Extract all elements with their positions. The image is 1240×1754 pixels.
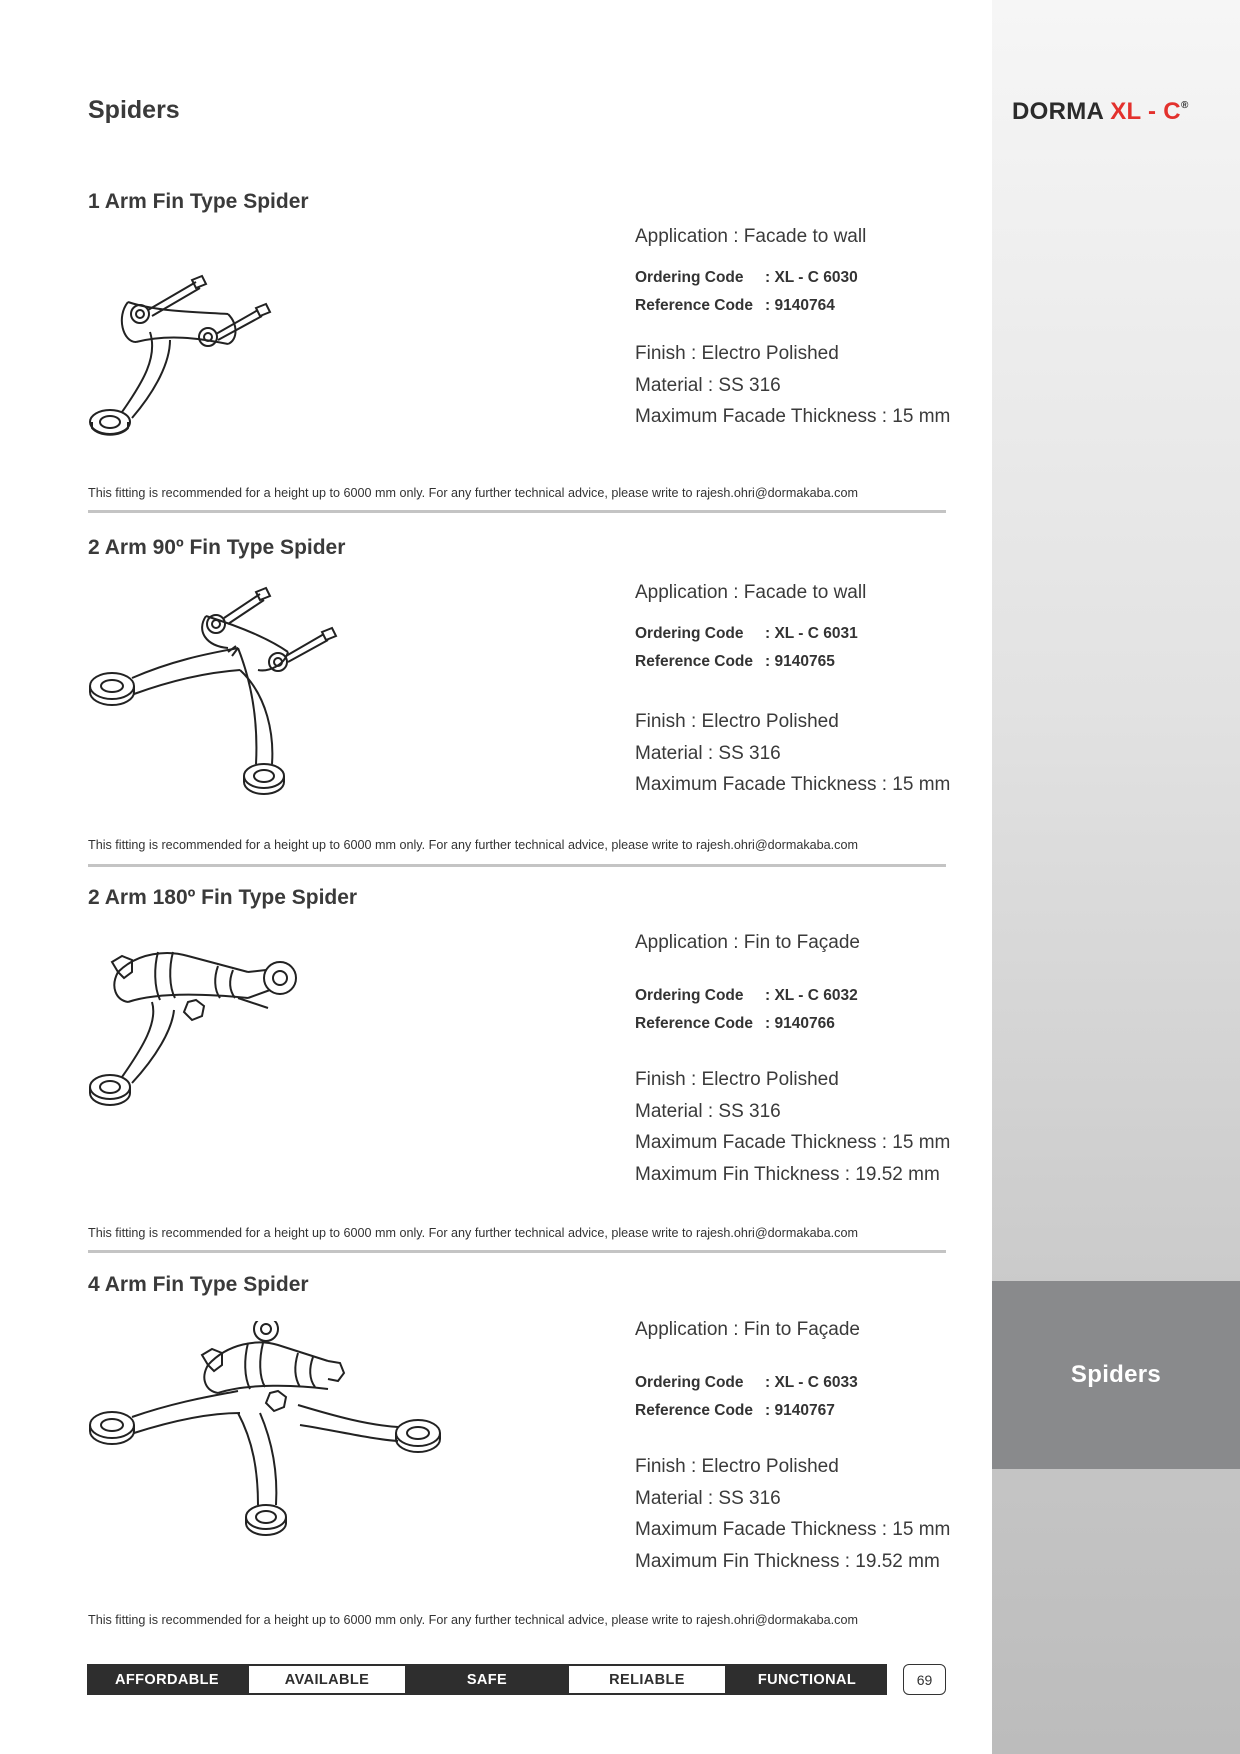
- brand-logo: [1012, 98, 1189, 126]
- product-spec: [635, 1319, 955, 1577]
- spider-4-arm-illustration: [88, 1321, 448, 1541]
- product-section-3: [88, 886, 951, 1256]
- spec-fin-thickness: Maximum Fin Thickness : 19.52 mm: [635, 1163, 940, 1185]
- product-spec: [635, 226, 955, 433]
- brand-accent: XL - C: [1110, 98, 1181, 125]
- ordering-code-value: : XL - C 6031: [765, 625, 858, 642]
- application-text: Application : Facade to wall: [635, 226, 867, 247]
- section-divider: [88, 510, 946, 513]
- reference-code-label: Reference Code: [635, 297, 754, 314]
- reference-code-value: : 9140767: [765, 1402, 835, 1419]
- spec-fin-thickness: Maximum Fin Thickness : 19.52 mm: [635, 1550, 940, 1572]
- spec-material: Material : SS 316: [635, 742, 781, 764]
- spider-2-arm-180-illustration: [88, 932, 308, 1112]
- application-text: Application : Facade to wall: [635, 582, 867, 603]
- product-section-1: [88, 190, 951, 515]
- product-title: 2 Arm 90º Fin Type Spider: [88, 536, 346, 559]
- footer-value-safe: SAFE: [407, 1664, 567, 1695]
- spec-finish: Finish : Electro Polished: [635, 711, 839, 732]
- codes-block: [635, 982, 955, 1038]
- footer-value-reliable: RELIABLE: [567, 1664, 727, 1695]
- spec-material: Material : SS 316: [635, 374, 781, 396]
- reference-code-label: Reference Code: [635, 653, 754, 670]
- ordering-code-label: Ordering Code: [635, 1374, 744, 1391]
- section-tab-spiders[interactable]: [992, 1281, 1240, 1469]
- page-number: 69: [903, 1664, 946, 1695]
- product-section-2: [88, 536, 951, 871]
- product-spec: [635, 932, 955, 1190]
- page-title: Spiders: [88, 96, 180, 124]
- spec-finish: Finish : Electro Polished: [635, 343, 839, 364]
- spec-facade-thickness: Maximum Facade Thickness : 15 mm: [635, 1132, 951, 1153]
- section-tab-label: Spiders: [1070, 1361, 1162, 1388]
- brand-registered: ®: [1180, 100, 1189, 111]
- codes-block: [635, 620, 955, 676]
- spec-finish: Finish : Electro Polished: [635, 1069, 839, 1090]
- codes-block: [635, 1369, 955, 1425]
- spec-facade-thickness: Maximum Facade Thickness : 15 mm: [635, 1519, 951, 1540]
- ordering-code-label: Ordering Code: [635, 269, 744, 286]
- product-title: 1 Arm Fin Type Spider: [88, 190, 309, 213]
- spec-list: [635, 338, 955, 433]
- spec-facade-thickness: Maximum Facade Thickness : 15 mm: [635, 774, 951, 795]
- reference-code-label: Reference Code: [635, 1015, 754, 1032]
- spec-list: [635, 1451, 955, 1577]
- height-note: This fitting is recommended for a height up to 6000 mm only. For any further technical advice, please write to rajesh.ohri@dormakaba.com: [88, 838, 858, 852]
- spec-material: Material : SS 316: [635, 1487, 781, 1509]
- ordering-code-value: : XL - C 6030: [765, 269, 858, 286]
- reference-code-value: : 9140766: [765, 1015, 835, 1032]
- ordering-code-label: Ordering Code: [635, 987, 744, 1004]
- height-note: This fitting is recommended for a height up to 6000 mm only. For any further technical advice, please write to rajesh.ohri@dormakaba.com: [88, 486, 858, 500]
- values-footer-bar: [87, 1664, 887, 1695]
- reference-code-label: Reference Code: [635, 1402, 754, 1419]
- codes-block: [635, 264, 955, 320]
- spec-material: Material : SS 316: [635, 1100, 781, 1122]
- height-note: This fitting is recommended for a height up to 6000 mm only. For any further technical advice, please write to rajesh.ohri@dormakaba.com: [88, 1226, 858, 1240]
- spec-list: [635, 1064, 955, 1190]
- spec-list: [635, 706, 955, 801]
- right-sidebar: [992, 0, 1240, 1754]
- ordering-code-value: : XL - C 6032: [765, 987, 858, 1004]
- product-title: 4 Arm Fin Type Spider: [88, 1273, 309, 1296]
- ordering-code-label: Ordering Code: [635, 625, 744, 642]
- footer-value-available: AVAILABLE: [247, 1664, 407, 1695]
- product-title: 2 Arm 180º Fin Type Spider: [88, 886, 358, 909]
- brand-main: DORMA: [1012, 98, 1104, 125]
- spider-1-arm-illustration: [88, 272, 288, 447]
- reference-code-value: : 9140765: [765, 653, 835, 670]
- application-text: Application : Fin to Façade: [635, 932, 860, 953]
- height-note: This fitting is recommended for a height up to 6000 mm only. For any further technical advice, please write to rajesh.ohri@dormakaba.com: [88, 1613, 858, 1627]
- section-divider: [88, 1250, 946, 1253]
- ordering-code-value: : XL - C 6033: [765, 1374, 858, 1391]
- application-text: Application : Fin to Façade: [635, 1319, 860, 1340]
- product-section-4: [88, 1273, 951, 1633]
- footer-value-affordable: AFFORDABLE: [87, 1664, 247, 1695]
- reference-code-value: : 9140764: [765, 297, 835, 314]
- spider-2-arm-90-illustration: [88, 586, 348, 801]
- product-spec: [635, 582, 955, 801]
- section-divider: [88, 864, 946, 867]
- spec-facade-thickness: Maximum Facade Thickness : 15 mm: [635, 406, 951, 427]
- spec-finish: Finish : Electro Polished: [635, 1456, 839, 1477]
- footer-value-functional: FUNCTIONAL: [727, 1664, 887, 1695]
